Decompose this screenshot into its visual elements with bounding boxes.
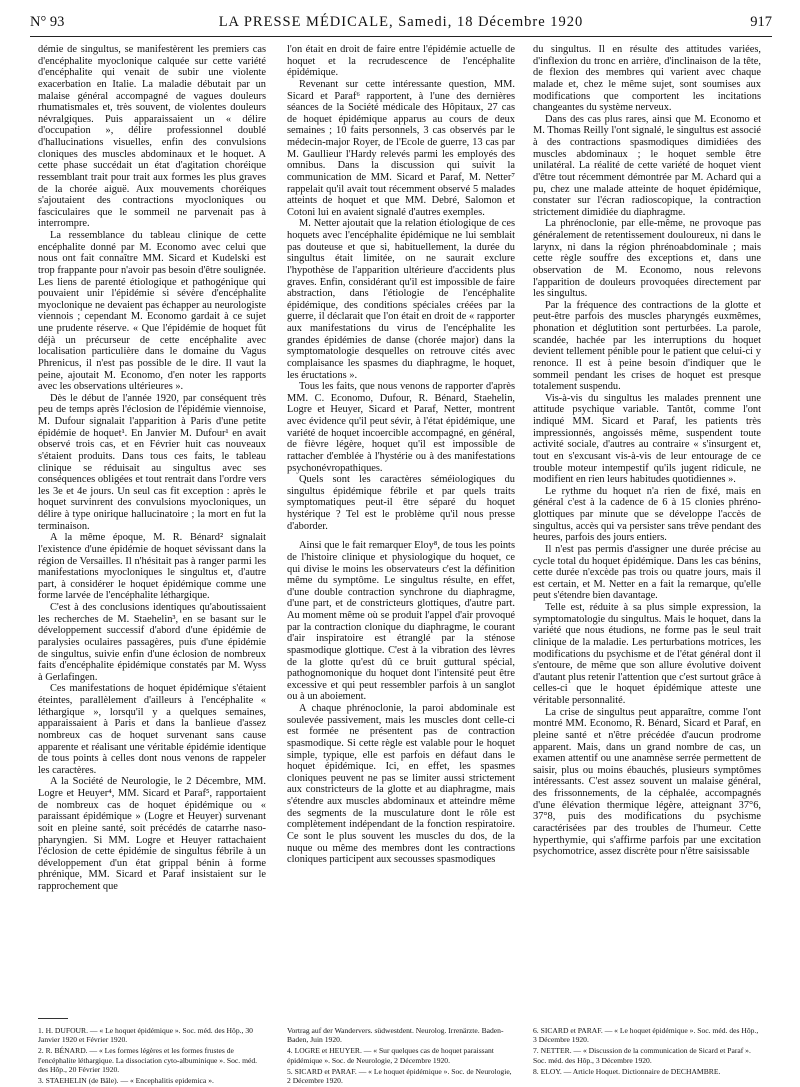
paragraph: M. Netter ajoutait que la relation étiologique de ces hoquets avec l'encéphalite épidémique ne lui semblait pas douteuse et que si, habituellement, la durée du singultus était limitée, on ne saurait exclure l'hypothèse de l'apparition ultérieure d'accidents plus graves. Enfin, considérant qu'il est impossible de faire abstraction, dans l'étiologie de l'encéphalite épidémique, des conditions spéciales créées par la guerre, il déclarait que l'on était en droit de « rapporter aux manifestations du virus de l'encéphalite les grandes épidémies de danse (chorée major) dans la symptomatologie desquelles on retrouve cités avec complaisance les spasmes du diaphragme, le hoquet, les éructations ». (287, 218, 515, 381)
paragraph: C'est à des conclusions identiques qu'aboutissaient les recherches de M. Staehelin³, en se basant sur le développement successif d'abord d'une épidémie de paralysies oculaires passagères, puis d'une épidémie de singultus, suivie enfin d'une éclosion de nombreux faits d'encéphalite épidémique constatés par M. Wyss à Gerlafingen. (38, 602, 266, 683)
paragraph: Tous les faits, que nous venons de rapporter d'après MM. C. Economo, Dufour, R. Bénard, Staehelin, Logre et Heuyer, Sicard et Paraf, Netter, montrent avec évidence qu'il peut sévir, à l'état épidémique, une variété de hoquet incoercible accompagné, en général, de fièvre légère, hoquet qu'il est impossible de rattacher d'emblée à l'hystérie ou à des manifestations psychonévropathiques. (287, 381, 515, 474)
paragraph: Vis-à-vis du singultus les malades prennent une attitude psychique variable. Tantôt, comme l'ont indiqué MM. Sicard et Paraf, les patients très impressionnés, angoissés même, suspendent toute activité sociale, d'autres au contraire « s'insurgent et, tout en s'excusant vis-à-vis de leur entourage de ce trouble moteur intempestif qu'ils jugent ridicule, ne modifient en rien leurs habitudes quotidiennes ». (533, 392, 761, 486)
paragraph: La crise de singultus peut apparaître, comme l'ont montré MM. Economo, R. Bénard, Sicard et Paraf, en pleine santé et n'être précédée d'aucun prodrome apparent. Mais, dans un grand nombre de cas, un examen attentif ou une anamnèse serrée permettent de saisir, plus ou moins ébauchés, plusieurs symptômes intéressants. C'est assez souvent un malaise général, des frissonnements, de la céphalée, accompagnés d'une élévation thermique légère, atteignant 37°6, 37°8, puis des modifications du psychisme caractérisées par des troubles de l'humeur. Cette hyperthymie, qui s'affirme parfois par une excitation psychomotrice, assez discrète pour n'être saisissable (533, 706, 761, 858)
paragraph: démie de singultus, se manifestèrent les premiers cas d'encéphalite myoclonique calquée sur cette variété d'encéphalite qui venait de subir une violente exacerbation en Italie. La maladie débutait par un malaise général accompagné de vagues douleurs rhumatismales et, très souvent, de violentes douleurs névralgiques. Puis apparaissaient un « délire d'occupation », délire professionnel doublé d'hallucinations visuelles, enfin des convulsions cloniques des muscles abdominaux et le hoquet. A cette phase succédait un état d'agitation choréique ressemblant trait pour trait aux formes les plus graves de la chorée aiguë. Aux mouvements choréiques s'ajoutaient des contractions myocloniques ou fasciculaires que le sommeil ne parvenait pas à interrompre. (38, 44, 266, 230)
page-number: 917 (750, 14, 772, 30)
paragraph: du singultus. Il en résulte des attitudes variées, d'inflexion du tronc en arrière, d'inclinaison de la tête, de flexion des membres qui varient avec chaque malade et, chez le même sujet, sont soumises aux modifications que comportent les incitations changeantes du système nerveux. (533, 44, 761, 114)
footnotes-column-2 (287, 1026, 515, 1087)
paragraph: A la Société de Neurologie, le 2 Décembre, MM. Logre et Heuyer⁴, MM. Sicard et Paraf⁵, rapportaient de nombreux cas de hoquet épidémique ou « paraissant épidémique » (Logre et Heuyer) survenant soit en pleine santé, soit précédés de catarrhe naso-pharyngien. Si MM. Logre et Heuyer rattachaient l'éclosion de cette épidémie de singultus fébrile à un développement d'un état grippal bénin à forme phrénique, MM. Sicard et Paraf insistaient sur le rapprochement que (38, 776, 266, 892)
paragraph: A la même époque, M. R. Bénard² signalait l'existence d'une épidémie de hoquet sévissant dans la région de Versailles. Il n'hésitait pas à ranger parmi les manifestations myocloniques le singultus et, d'autre part, à considérer le hoquet épidémique comme une forme larvée de l'encéphalite léthargique. (38, 532, 266, 602)
journal-title: LA PRESSE MÉDICALE, Samedi, 18 Décembre 1920 (218, 14, 584, 30)
paragraph: Quels sont les caractères séméiologiques du singultus épidémique fébrile et par quels traits symptomatiques peut-il être séparé du hoquet hystérique ? Tel est le problème qu'il nous presse d'aborder. (287, 474, 515, 532)
text-column-2 (287, 44, 515, 1018)
footnote: 7. NETTER. — « Discussion de la communication de Sicard et Paraf ». Soc. méd. des Hôp., 3 Décembre 1920. (533, 1046, 751, 1065)
paragraph: La phrénoclonie, par elle-même, ne provoque pas généralement de retentissement douloureux, ni dans le larynx, ni dans la région phrénoabdominale ; mais cette règle souffre des exceptions et, dans une observation de M. Economo, nous relevons l'apparition de douleurs provoquées directement par les singultus. (533, 218, 761, 300)
text-column-3 (533, 44, 761, 1018)
paragraph: Par la fréquence des contractions de la glotte et peut-être parfois des muscles pharyngés euxmêmes, phonation et déglutition sont perturbées. La parole, scandée, hachée par les interruptions du hoquet devient tellement pénible pour le patient que celui-ci y renonce. Il est à peine besoin d'indiquer que le sommeil pendant les crises de hoquet est presque totalement suspendu. (533, 299, 761, 393)
paragraph: Dans des cas plus rares, ainsi que M. Economo et M. Thomas Reilly l'ont signalé, le singultus est associé à des contractions spasmodiques dimidiées des muscles abdominaux ; le hoquet semble être unilatéral. La réalité de cette variété de hoquet vient d'être tout récemment démontrée par M. Achard qui a pu, chez une malade atteinte de hoquet épidémique, constater sur l'écran radioscopique, la contraction strictement dimidiée du diaphragme. (533, 113, 761, 218)
footnote: 5. SICARD et PARAF. — « Le hoquet épidémique ». Soc. de Neurologie, 2 Décembre 1920. (287, 1066, 512, 1086)
footnote: 8. ELOY. — Article Hoquet. Dictionnaire de DECHAMBRE. (533, 1066, 721, 1076)
paragraph: Telle est, réduite à sa plus simple expression, la symptomatologie du singultus. Mais le hoquet, dans la variété que nous étudions, ne forme pas le seul trait clinique de la maladie. Les perturbations motrices, les modifications du psychisme et de l'état général dont il s'entoure, de même que son allure évolutive doivent d'autant plus retenir l'attention que c'est surtout grâce à celles-ci que le hoquet épidémique atteste une véritable personnalité. (533, 602, 761, 706)
paragraph: l'on était en droit de faire entre l'épidémie actuelle de hoquet et la recrudescence de l'encéphalite épidémique. (287, 44, 515, 79)
paragraph: Ainsi que le fait remarquer Eloy⁸, de tous les points de l'histoire clinique et physiologique du hoquet, ce qui divise le moins les observateurs c'est la définition même du symptôme. Le singultus résulte, en effet, d'une double contraction synchrone du diaphragme, d'une part, et de constricteurs glottiques, d'autre part. Au moment même où se produit l'appel d'air provoqué par la contraction clonique du diaphragme, le courant d'air inspiratoire est étranglé par la sténose spasmodique glottique. C'est à la vibration des lèvres de la glotte qu'est dû ce bruit guttural spécial, pathognomonique du hoquet dont l'intensité peut être excessive et qui peut ressembler parfois à un sanglot ou à un aboiement. (287, 540, 515, 703)
footnote-divider (38, 1018, 68, 1019)
footnote: Vortrag auf der Wandervers. südwestdent. Neurolog. Irrenärzte. Baden-Baden, Juin 1920. (287, 1026, 504, 1045)
paragraph: Dès le début de l'année 1920, par conséquent très peu de temps après l'éclosion de l'épidémie viennoise, M. Dufour signalait l'apparition à Paris d'une petite épidémie de hoquet¹. En Janvier M. Dufour¹ en avait observé trois cas, et en Février huit cas nouveaux s'étaient produits. Dans tous ces faits, le tableau clinique se réduisait au singultus avec ses conséquences obligées et tout rentrait dans l'ordre vers les 3e et 4e jours. Un seul cas fit exception : après le hoquet survinrent des convulsions myocloniques, un délire à type onirique hallucinatoire ; la mort en fut la terminaison. (38, 392, 266, 532)
footnote: 4. LOGRE et HEUYER. — « Sur quelques cas de hoquet paraissant épidémique ». Soc. de Neurologie, 2 Décembre 1920. (287, 1046, 494, 1065)
footnotes-column-1 (38, 1026, 266, 1087)
footnote: 1. H. DUFOUR. — « Le hoquet épidémique ». Soc. méd. des Hôp., 30 Janvier 1920 et Février 1920. (38, 1026, 253, 1045)
paragraph: Il n'est pas permis d'assigner une durée précise au cycle total du hoquet épidémique. Dans les cas bénins, cette durée n'excède pas trois ou quatre jours, mais il est certain, et M. Netter en a fait la remarque, qu'elle peut s'étendre bien davantage. (533, 543, 761, 602)
footnote: 2. R. BÉNARD. — « Les formes légères et les formes frustes de l'encéphalite léthargique. La dissociation cyto-albuminique ». Soc. méd. des Hôp., 20 Février 1920. (38, 1046, 258, 1074)
paragraph: La ressemblance du tableau clinique de cette encéphalite donné par M. Economo avec celui que nous ont fait connaître MM. Sicard et Kudelski est trop frappante pour n'avoir pas besoin d'être soulignée. Les liens de parenté étiologique et pathogénique qui pouvaient unir l'épidémie si sévère d'encéphalite myoclonique ne devaient pas échapper au neurologiste viennois ; cependant M. Economo gardait à ce sujet une prudente réserve. « Que l'épidémie de hoquet fût déjà un précurseur de cette encéphalite avec localisation particulière dans le domaine du Vagus Phrenicus, il n'est pas possible de le dire. Il vaut la peine, ajoutait M. Economo, d'en noter les rapports avec les observations ultérieures ». (38, 230, 266, 393)
paragraph: Ces manifestations de hoquet épidémique s'étaient éteintes, parallèlement d'ailleurs à l'encéphalite « léthargique », lorsqu'il y a quelques semaines, apparaissaient à Paris et dans la banlieue d'assez nombreux cas de hoquet survenant sans cause apparente et réalisant une véritable épidémie identique de tous points à celles dont nous venons de rappeler les caractères. (38, 683, 266, 776)
footnote: 6. SICARD et PARAF. — « Le hoquet épidémique ». Soc. méd. des Hôp., 3 Décembre 1920. (533, 1026, 759, 1045)
text-column-1 (38, 44, 266, 1018)
paragraph: Revenant sur cette intéressante question, MM. Sicard et Paraf⁶ rapportent, à l'une des dernières séances de la Société médicale des Hôpitaux, 27 cas de hoquet épidémique apparus au cours de deux semaines ; 10 faits personnels, 3 cas observés par le médecin-major Royer, de l'Ecole de guerre, 13 cas par M. Gaullieur l'Hardy relevés parmi les employés des omnibus. Dans la discussion qui suivit la communication de MM. Sicard et Paraf, M. Netter⁷ rappelait qu'il avait tout récemment observé 5 malades atteints de hoquet et que MM. Debré, Salomon et Cotoni lui en avaient signalé d'autres exemples. (287, 78, 515, 218)
page-header (30, 12, 772, 37)
issue-number: N° 93 (30, 14, 65, 30)
footnotes-column-3 (533, 1026, 761, 1078)
footnote: 3. STAEHELIN (de Bâle). — « Encephalitis epidemica ». (38, 1076, 214, 1086)
paragraph: Le rythme du hoquet n'a rien de fixé, mais en général c'est à la cadence de 6 à 15 clonies phréno-glottiques par minute que se développe l'accès de singultus, accès qui va persister sans trêve pendant des heures, parfois des jours entiers. (533, 485, 761, 544)
paragraph: A chaque phrénoclonie, la paroi abdominale est soulevée passivement, mais les muscles dont celle-ci est formée ne présentent pas de contraction spasmodique. Si cette règle est valable pour le hoquet simple, typique, elle est parfois en défaut dans le hoquet épidémique. Ici, en effet, les spasmes cloniques peuvent ne pas se limiter aussi strictement aux constricteurs de la glotte et au diaphragme, mais s'étendre aux muscles abdominaux et atteindre même des segments de la musculature dont le rôle est complètement indépendant de la fonction respiratoire. Ce sont le plus souvent les muscles du dos, de la nuque ou même des membres dont les contractions cloniques participent aux secousses spasmodiques (287, 703, 515, 866)
